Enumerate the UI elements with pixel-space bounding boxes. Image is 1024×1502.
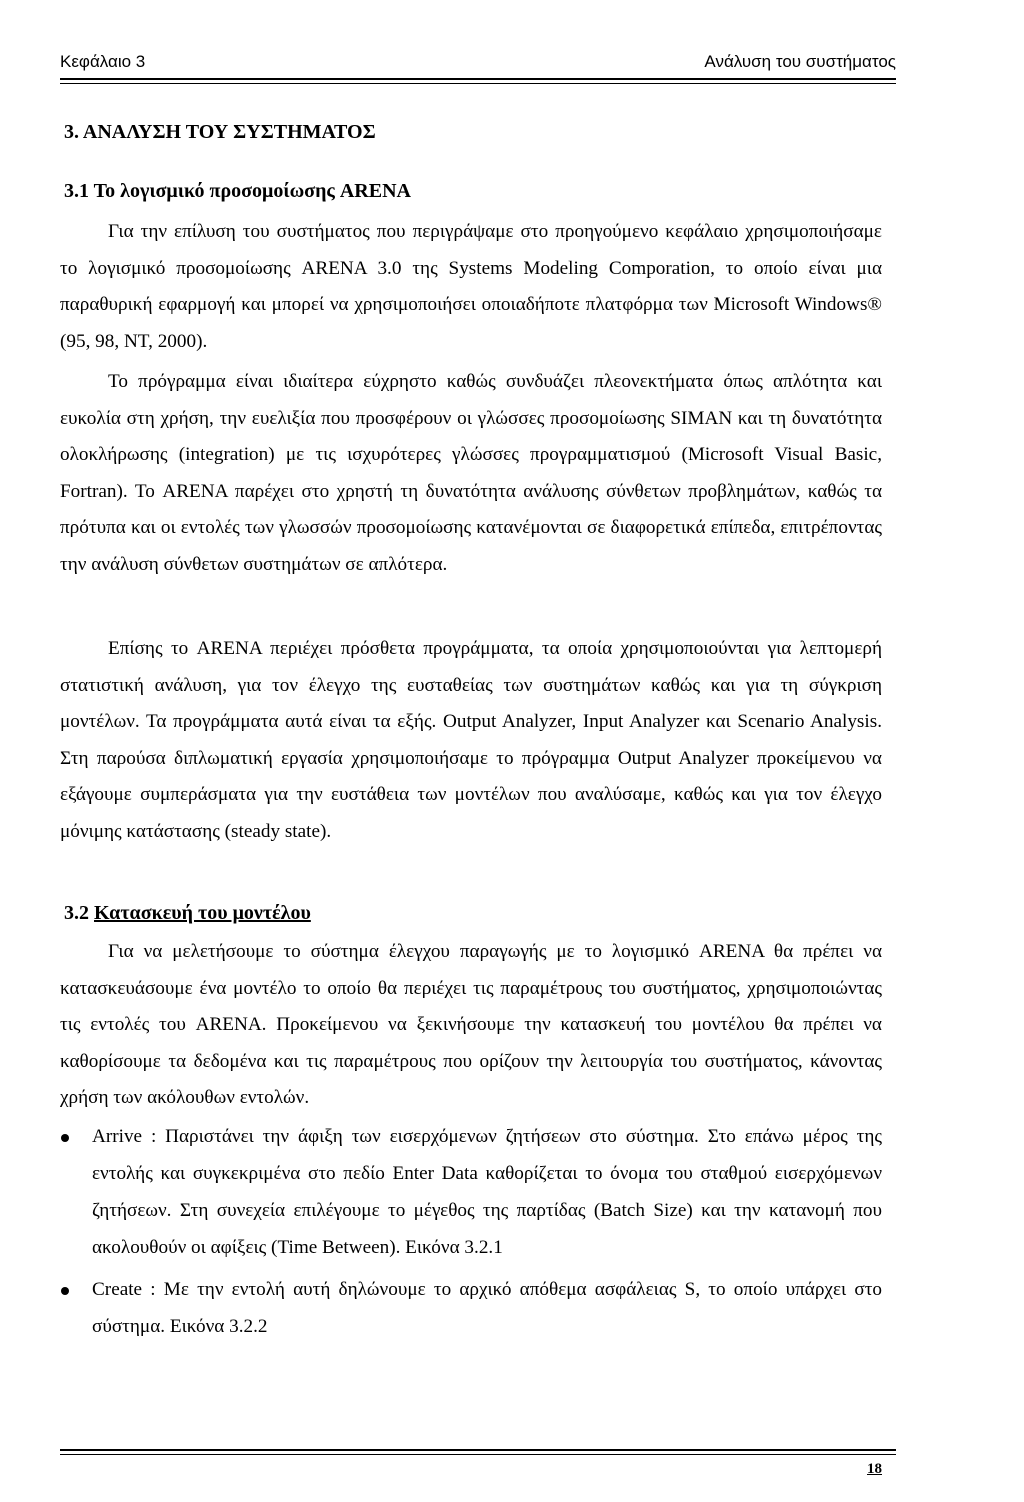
header-rule: [60, 78, 896, 84]
bullet-list: [60, 1271, 882, 1345]
running-header: [60, 52, 896, 76]
bullet-text-create: Create : Με την εντολή αυτή δηλώνουμε το αρχικό απόθεμα ασφάλειας S, το οποίο υπάρχει στο σύστημα. Εικόνα 3.2.2: [92, 1279, 882, 1337]
bullet-list: [60, 1118, 882, 1266]
section-3-1-title: 3.1 Το λογισμικό προσομοίωσης ARENA: [64, 180, 411, 202]
paragraph-4: Για να μελετήσουμε το σύστημα έλεγχου παραγωγής με το λογισμικό ARENA θα πρέπει να κατασκευάσουμε ένα μοντέλο το οποίο θα περιέχει τις παραμέτρους του συστήματος, χρησιμοποιώντας τις εντολές του ARENA. Προκείμενου να ξεκινήσουμε την κατασκευή του μοντέλου θα πρέπει να καθορίσουμε τα δεδομένα και τις παραμέτρους που ορίζουν την λειτουργία του συστήματος, κάνοντας χρήση των ακόλουθων εντολών.: [60, 941, 882, 1109]
list-item: [60, 1118, 882, 1266]
page-number: 18: [867, 1461, 882, 1477]
section-3-2-title: [64, 902, 311, 925]
bullet-dot-icon: [61, 1134, 69, 1142]
paragraph-2: Το πρόγραμμα είναι ιδιαίτερα εύχρηστο καθώς συνδυάζει πλεονεκτήματα όπως απλότητα και ευκολία στη χρήση, την ευελιξία που προσφέρουν οι γλώσσες προσομοίωσης SIMAN και τη δυνατότητα ολοκλήρωσης (integration) με τις ισχυρότερες γλώσσες προγραμματισμού (Microsoft Visual Basic, Fortran). Το ARENA παρέχει στο χρηστή τη δυνατότητα ανάλυσης σύνθετων προβλημάτων, καθώς τα πρότυπα και οι εντολές των γλωσσών προσομοίωσης κατανέμονται σε διαφορετικά επίπεδα, επιτρέποντας την ανάλυση σύνθετων συστημάτων σε απλότερα.: [60, 371, 882, 575]
chapter-title: 3. ΑΝΑΛΥΣΗ ΤΟΥ ΣΥΣΤΗΜΑΤΟΣ: [64, 121, 376, 143]
footer-rule: [60, 1449, 896, 1455]
bullet-dot-icon: [61, 1287, 69, 1295]
list-item: [60, 1271, 882, 1345]
bullet-text-arrive: Arrive : Παριστάνει την άφιξη των εισερχόμενων ζητήσεων στο σύστημα. Στο επάνω μέρος της εντολής και συγκεκριμένα στο πεδίο Enter Data καθορίζεται το όνομα του σταθμού εισερχόμενων ζητήσεων. Στη συνεχεία επιλέγουμε το μέγεθος της παρτίδας (Batch Size) και την κατανομή που ακολουθούν οι αφίξεις (Time Between). Εικόνα 3.2.1: [92, 1126, 882, 1258]
paragraph-1: Για την επίλυση του συστήματος που περιγράψαμε στο προηγούμενο κεφάλαιο χρησιμοποιήσαμε το λογισμικό προσομοίωσης ARENA 3.0 της Systems Modeling Comporation, το οποίο είναι μια παραθυρική εφαρμογή και μπορεί να χρησιμοποιήσει οποιαδήποτε πλατφόρμα των Microsoft Windows® (95, 98, NT, 2000).: [60, 221, 882, 352]
header-section: Ανάλυση του συστήματος: [704, 52, 896, 71]
section-3-2-number: 3.2: [64, 902, 94, 924]
header-chapter: Κεφάλαιο 3: [60, 52, 146, 71]
paragraph-3: Επίσης το ARENA περιέχει πρόσθετα προγράμματα, τα οποία χρησιμοποιούνται για λεπτομερή στατιστική ανάλυση, για τον έλεγχο της ευσταθείας των συστημάτων καθώς και για τη σύγκριση μοντέλων. Τα προγράμματα αυτά είναι τα εξής. Output Analyzer, Input Analyzer και Scenario Analysis. Στη παρούσα διπλωματική εργασία χρησιμοποιήσαμε το πρόγραμμα Output Analyzer προκείμενου να εξάγουμε συμπεράσματα για την ευστάθεια των μοντέλων που αναλύσαμε, καθώς και για τον έλεγχο μόνιμης κατάστασης (steady state).: [60, 638, 882, 842]
section-3-2-title-text: Κατασκευή του μοντέλου: [94, 902, 311, 924]
document-page: [60, 0, 896, 1502]
